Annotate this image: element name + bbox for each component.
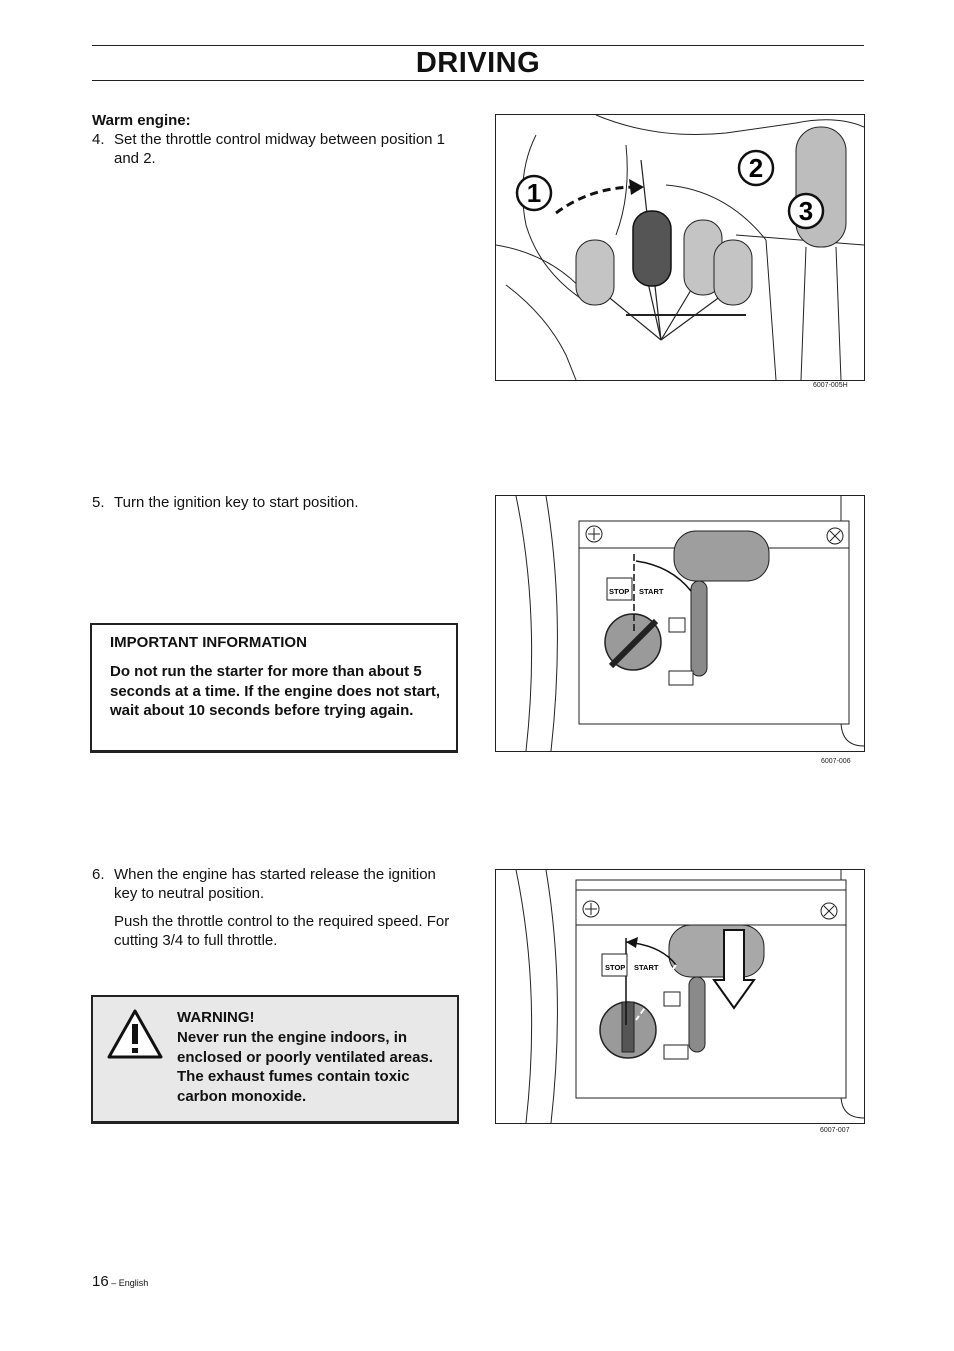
figure-2-code: 6007-006 (821, 758, 851, 765)
step-5 (92, 493, 462, 513)
figure-ignition-neutral (495, 869, 865, 1124)
start-label: START (639, 587, 664, 596)
svg-text:3: 3 (798, 196, 814, 226)
step-6-text: When the engine has started release the ignition key to neutral position. (114, 866, 436, 902)
screw-left-icon-2 (583, 901, 599, 917)
important-information-box (90, 623, 458, 753)
footer-language: – English (108, 1278, 149, 1288)
warning-text: Never run the engine indoors, in enclosed or poorly ventilated areas. The exhaust fumes contain toxic carbon monoxide. (177, 1029, 433, 1105)
step-5-number: 5. (92, 494, 105, 511)
warning-heading: WARNING! (177, 1009, 255, 1026)
warning-box (91, 995, 459, 1124)
step-4 (92, 130, 462, 170)
important-heading: IMPORTANT INFORMATION (110, 634, 307, 651)
figure-ignition-start (495, 495, 865, 752)
screw-right-icon-2 (821, 903, 837, 919)
page-footer (92, 1273, 148, 1290)
step-6 (92, 865, 462, 949)
svg-text:1: 1 (526, 178, 542, 208)
figure-3-code: 6007-007 (820, 1127, 850, 1134)
step-4-number: 4. (92, 131, 105, 148)
ignition-switch (605, 614, 661, 670)
page-title: DRIVING (415, 47, 541, 79)
title-rule (92, 80, 864, 81)
page-number: 16 (92, 1273, 109, 1290)
position-3-label (789, 194, 823, 228)
screw-left-icon (586, 526, 602, 542)
step-6-number: 6. (92, 866, 105, 883)
svg-text:2: 2 (748, 153, 764, 183)
stop-label: STOP (609, 587, 630, 596)
throttle-illustration (496, 115, 864, 380)
screw-right-icon (827, 528, 843, 544)
ignition-start-illustration (496, 496, 864, 751)
step-6-text-2: Push the throttle control to the required speed. For cutting 3/4 to full throttle. (114, 913, 450, 949)
warm-engine-heading: Warm engine: (92, 112, 191, 129)
stop-label-2: STOP (605, 963, 626, 972)
figure-1-code: 6007-005H (813, 382, 848, 389)
position-1-label (517, 176, 551, 210)
figure-throttle-positions (495, 114, 865, 381)
important-text: Do not run the starter for more than about 5 seconds at a time. If the engine does not start, wait about 10 seconds before trying again. (110, 663, 441, 719)
ignition-switch-2 (600, 1002, 656, 1058)
ignition-neutral-illustration (496, 870, 864, 1123)
position-2-label (739, 151, 773, 185)
start-label-2: START (634, 963, 659, 972)
step-5-text: Turn the ignition key to start position. (114, 494, 359, 511)
top-rule (92, 45, 864, 46)
warning-triangle-icon (107, 1008, 163, 1060)
step-4-text: Set the throttle control midway between position 1 and 2. (114, 131, 446, 167)
